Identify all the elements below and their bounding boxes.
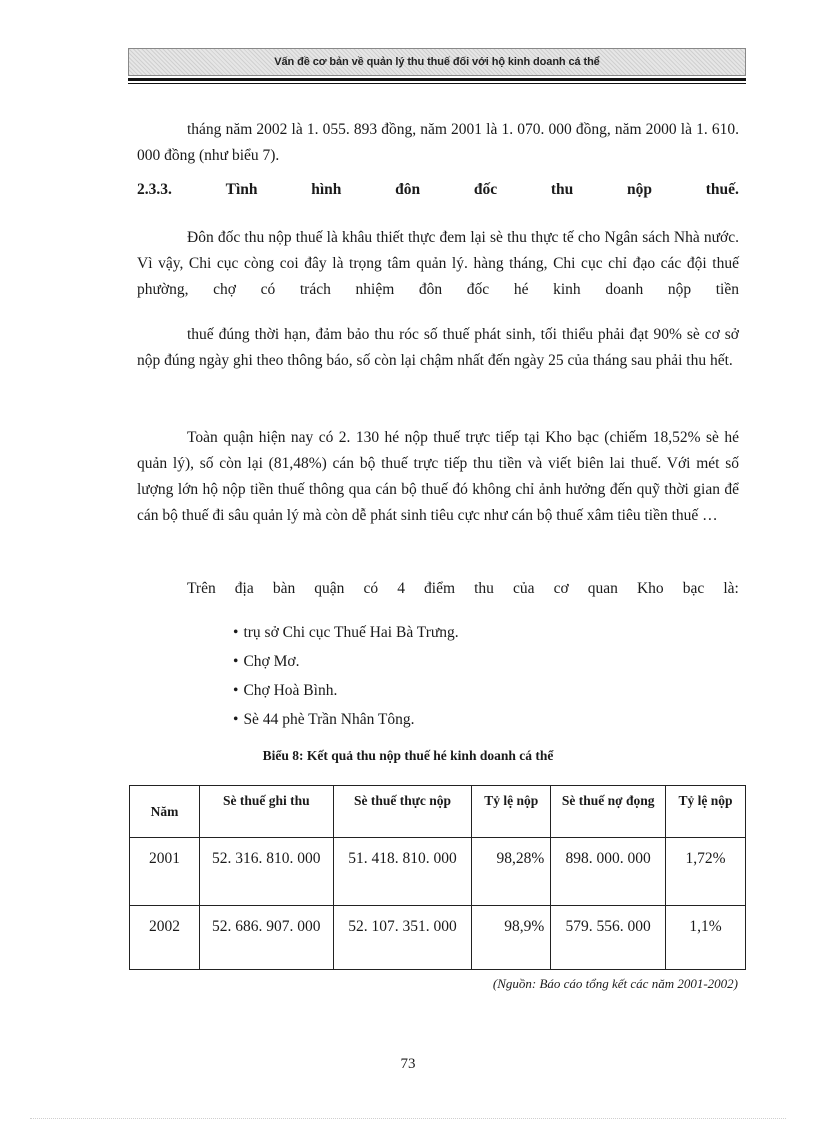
paragraph-5-word: là: — [723, 580, 739, 597]
heading-word: nộp — [627, 181, 652, 198]
paragraph-5-word: thu — [474, 580, 494, 597]
paragraph-5-word: địa — [234, 580, 254, 597]
heading-number: 2.3.3. — [137, 181, 172, 198]
header-rule-thick — [128, 78, 746, 81]
paragraph-5-word: Kho — [636, 580, 664, 597]
table-cell: 2002 — [130, 906, 200, 970]
table-cell: 51. 418. 810. 000 — [333, 838, 472, 906]
table-caption: Biểu 8: Kết quả thu nộp thuế hé kinh doanh cá thể — [262, 748, 554, 763]
table-cell: 2001 — [130, 838, 200, 906]
paragraph-5-word: quận — [314, 580, 345, 597]
list-item: • Sè 44 phè Trần Nhân Tông. — [233, 705, 459, 734]
paragraph-5 — [187, 580, 739, 598]
paragraph-1: tháng năm 2002 là 1. 055. 893 đồng, năm 2001 là 1. 070. 000 đồng, năm 2000 là 1. 610. 000 đồng (như biểu 7). — [137, 121, 739, 164]
page-header — [128, 48, 746, 84]
paragraph-5-word: quan — [587, 580, 618, 597]
page-number: 73 — [400, 1056, 416, 1072]
table-cell: 98,28% — [472, 838, 551, 906]
section-heading — [137, 181, 739, 199]
bottom-divider — [30, 1118, 786, 1119]
table-header-row — [130, 786, 746, 838]
table-header-cell: Tỷ lệ nộp — [666, 786, 746, 838]
heading-word: đốc — [473, 181, 498, 198]
paragraph-5-word: của — [513, 580, 535, 597]
list-item: • Chợ Hoà Bình. — [233, 676, 459, 705]
table-header-cell: Sè thuế nợ đọng — [551, 786, 666, 838]
heading-word: thu — [550, 181, 574, 198]
bullet-list — [233, 618, 459, 734]
heading-word: Tình — [225, 181, 258, 198]
table-cell: 1,1% — [666, 906, 746, 970]
paragraph-5-word: cơ — [553, 580, 569, 597]
header-box — [128, 48, 746, 76]
table-cell: 98,9% — [472, 906, 551, 970]
table-cell: 52. 686. 907. 000 — [199, 906, 333, 970]
results-table — [129, 785, 746, 970]
list-item: • trụ sở Chi cục Thuế Hai Bà Trưng. — [233, 618, 459, 647]
table-cell: 52. 107. 351. 000 — [333, 906, 472, 970]
table-header-cell: Sè thuế thực nộp — [333, 786, 472, 838]
table-header-cell: Năm — [130, 786, 200, 838]
heading-word: thuế. — [705, 181, 739, 198]
paragraph-5-word: 4 — [397, 580, 405, 597]
paragraph-3: thuế đúng thời hạn, đảm bảo thu róc số thuế phát sinh, tối thiểu phải đạt 90% sè cơ sở nộp đúng ngày ghi theo thông báo, số còn lại chậm nhất đến ngày 25 của tháng sau phải thu hết. — [137, 326, 739, 369]
paragraph-5-word: có — [363, 580, 379, 597]
paragraph-5-word: Trên — [187, 580, 216, 597]
paragraph-5-word: bàn — [272, 580, 296, 597]
header-rule-thin — [128, 83, 746, 84]
heading-word: đôn — [395, 181, 421, 198]
list-item: • Chợ Mơ. — [233, 647, 459, 676]
table-row — [130, 838, 746, 906]
table-cell: 579. 556. 000 — [551, 906, 666, 970]
table-header-cell: Tỷ lệ nộp — [472, 786, 551, 838]
table-cell: 898. 000. 000 — [551, 838, 666, 906]
table-row — [130, 906, 746, 970]
header-title: Vấn đề cơ bản về quản lý thu thuế đối với hộ kinh doanh cá thể — [274, 56, 600, 68]
table-cell: 52. 316. 810. 000 — [199, 838, 333, 906]
table-cell: 1,72% — [666, 838, 746, 906]
paragraph-2: Đôn đốc thu nộp thuế là khâu thiết thực đem lại sè thu thực tế cho Ngân sách Nhà nước. Vì vậy, Chi cục còng coi đây là trọng tâm quản lý. hàng tháng, Chi cục chỉ đạo các đội thuế phường, chợ có trách nhiệm đôn đốc hé kinh doanh nộp tiền — [137, 229, 739, 298]
heading-word: hình — [311, 181, 342, 198]
table-header-cell: Sè thuế ghi thu — [199, 786, 333, 838]
paragraph-5-word: điểm — [424, 580, 456, 597]
paragraph-4: Toàn quận hiện nay có 2. 130 hé nộp thuế trực tiếp tại Kho bạc (chiếm 18,52% sè hé quản lý), số còn lại (81,48%) cán bộ thuế trực tiếp thu tiền và viết biên lai thuế. Với mét số lượng lớn hộ nộp tiền thuế thông qua cán bộ thuế đó không chỉ ảnh hưởng đến quỹ thời gian để cán bộ thuế đi sâu quản lý mà còn dễ phát sinh tiêu cực như cán bộ thuế xâm tiêu tiền thuế … — [137, 429, 739, 524]
paragraph-5-word: bạc — [682, 580, 705, 597]
table-source-note: (Nguồn: Báo cáo tổng kết các năm 2001-2002) — [492, 976, 738, 991]
